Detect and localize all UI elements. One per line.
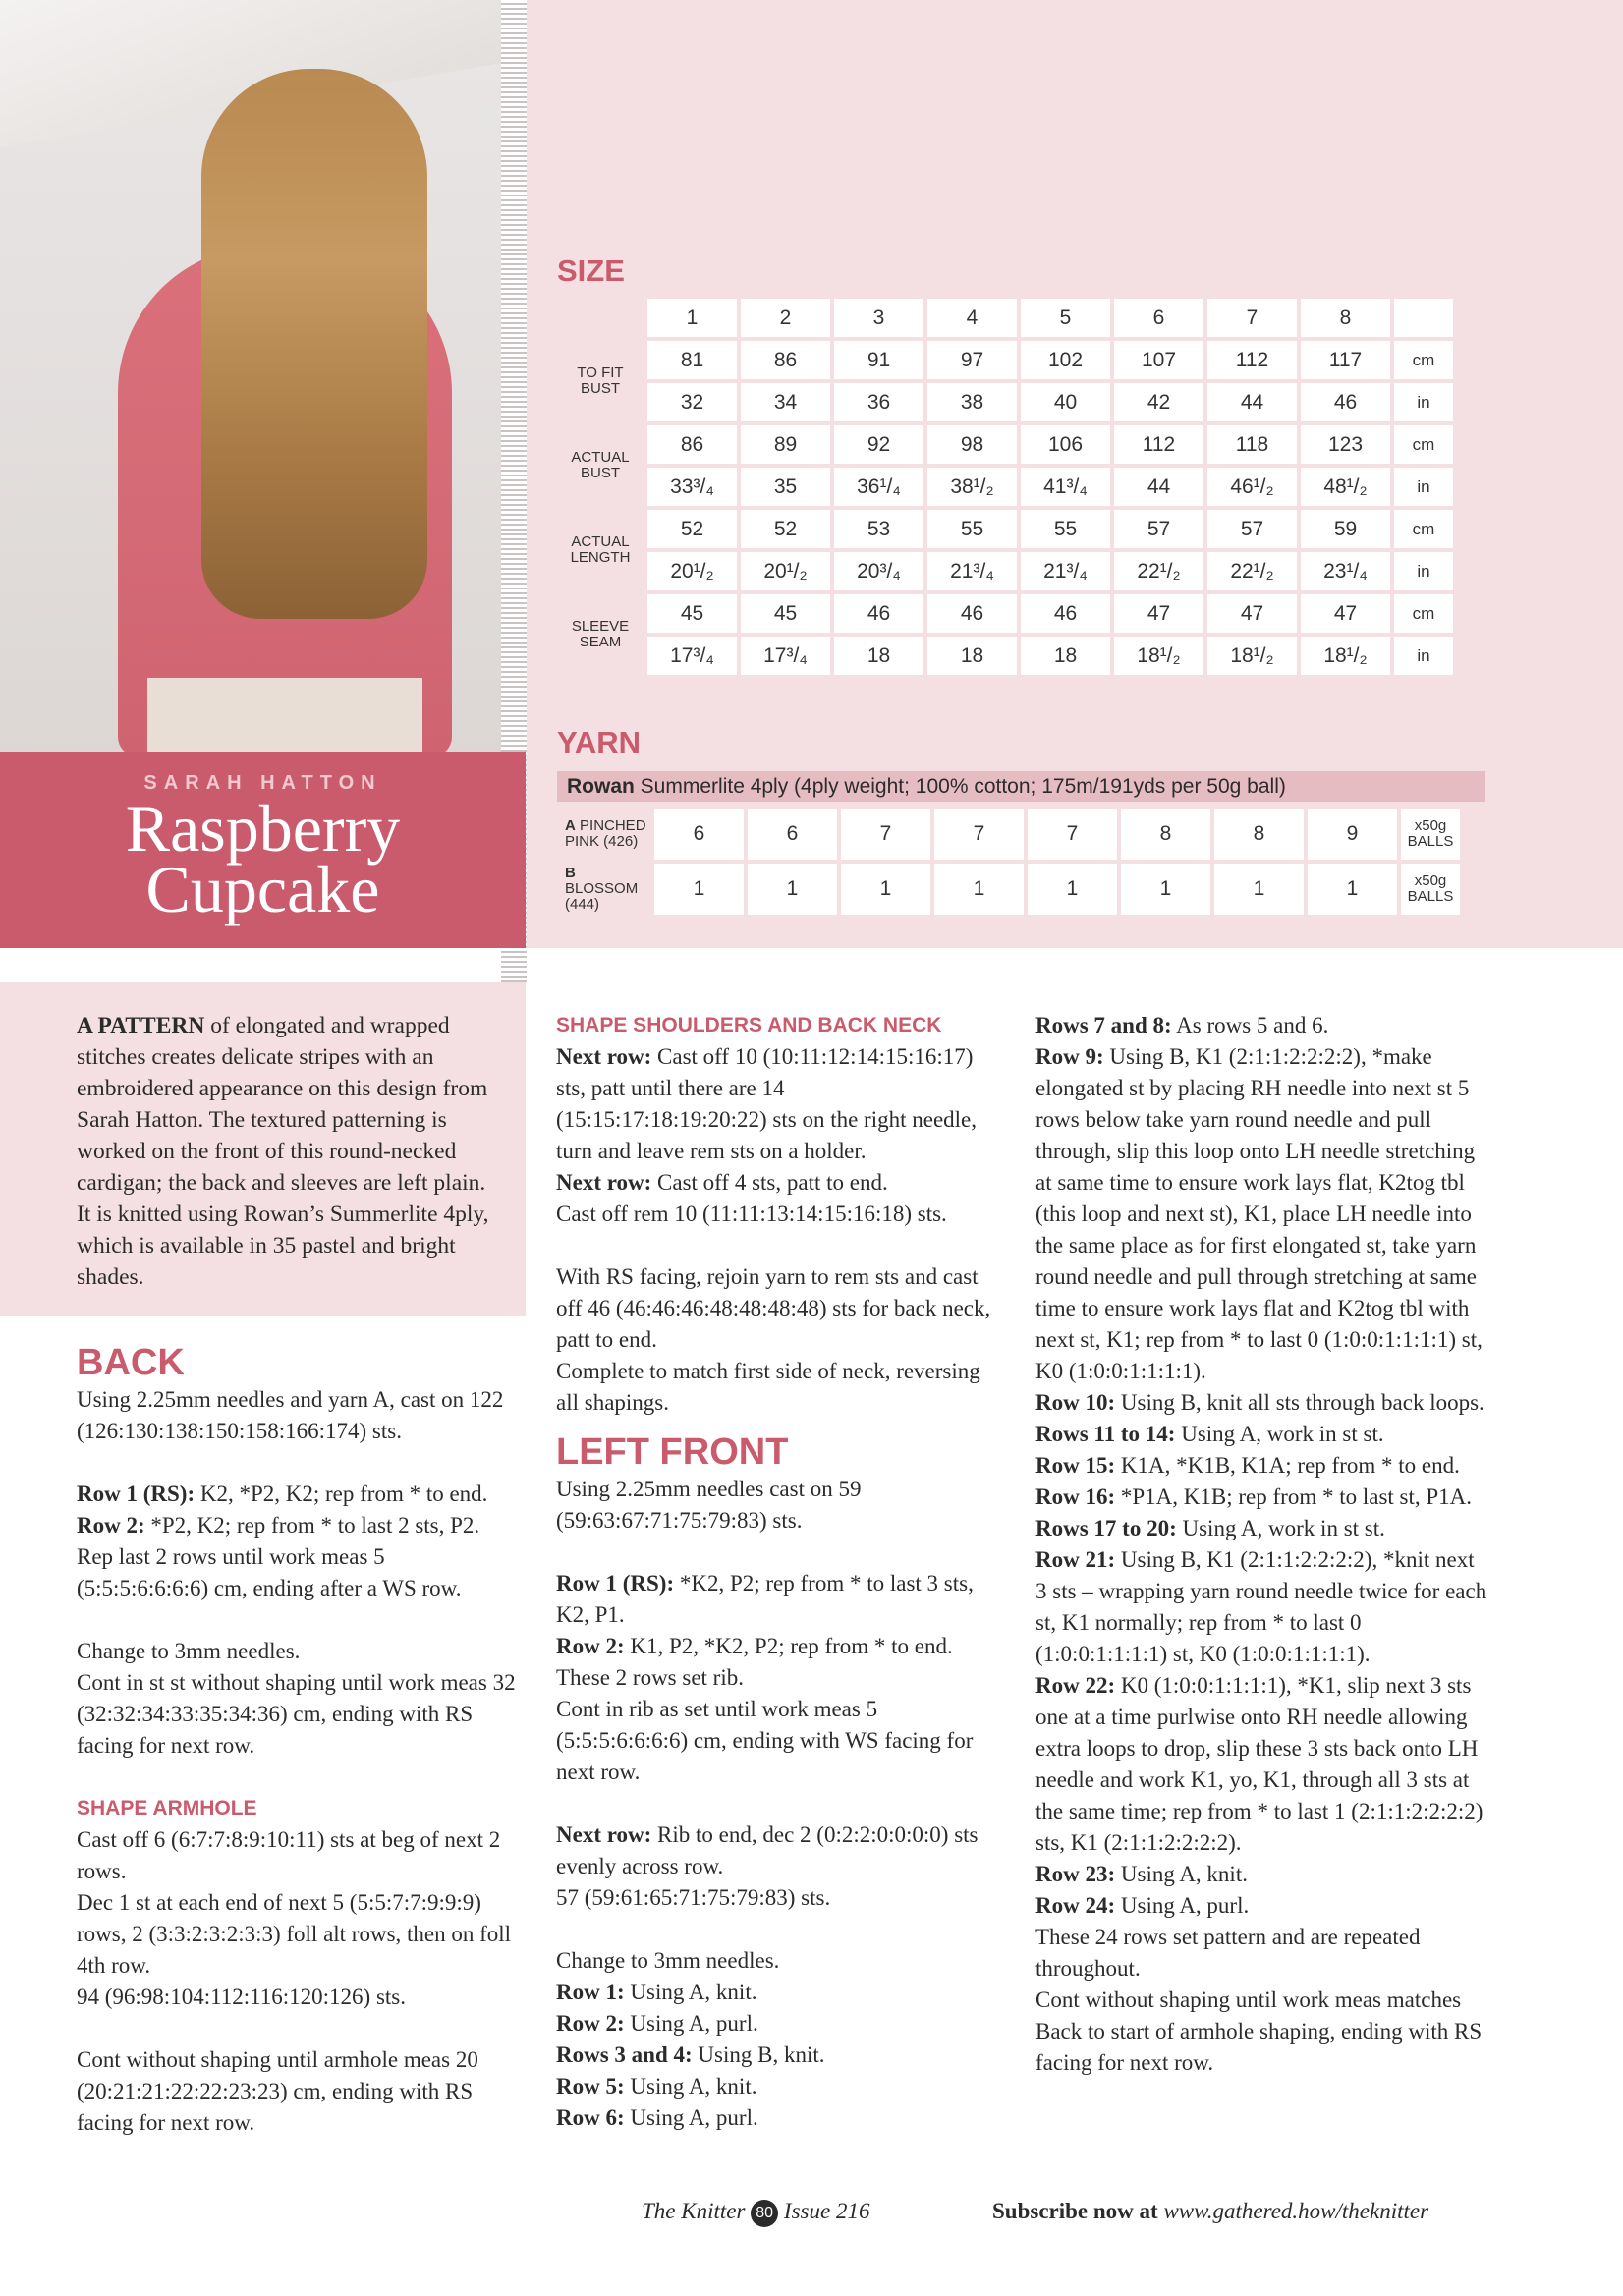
size-cell-in: 18¹/₂ xyxy=(1207,637,1297,675)
size-cell-in: 44 xyxy=(1207,383,1297,421)
back-cont-st-st: Cont in st st without shaping until work meas 32 (32:32:34:33:35:34:36) cm, ending with RS facing for next row. xyxy=(77,1670,516,1758)
size-cell-in: 22¹/₂ xyxy=(1207,552,1297,590)
size-row-label: ACTUAL LENGTH xyxy=(570,533,631,566)
size-cell-cm: 112 xyxy=(1114,425,1203,464)
subscribe-text: Subscribe now at xyxy=(992,2199,1164,2223)
yarn-shade-label: A PINCHED PINK (426) xyxy=(565,817,646,850)
size-cell-in: 44 xyxy=(1114,468,1203,506)
back-row-2: Row 2: *P2, K2; rep from * to last 2 sts, P2. xyxy=(77,1513,480,1538)
size-cell-cm: 57 xyxy=(1114,510,1203,548)
size-cell-cm: 47 xyxy=(1301,594,1390,633)
back-change-needles: Change to 3mm needles. xyxy=(77,1639,301,1663)
intro-lead: A PATTERN xyxy=(77,1013,205,1038)
pattern-row: Row 5: Using A, knit. xyxy=(556,2074,757,2099)
size-cell-cm: 89 xyxy=(741,425,830,464)
size-cell-cm: 46 xyxy=(927,594,1017,633)
size-row-label: SLEEVE SEAM xyxy=(571,618,630,650)
subscribe-url[interactable]: www.gathered.how/theknitter xyxy=(1163,2199,1429,2223)
size-cell-cm: 112 xyxy=(1207,341,1297,379)
size-cell-cm: 45 xyxy=(647,594,737,633)
yarn-desc-text: Summerlite 4ply (4ply weight; 100% cotton; 175m/191yds per 50g ball) xyxy=(634,775,1286,798)
title-line-1: Raspberry xyxy=(125,791,401,866)
unit-in: in xyxy=(1394,637,1453,675)
size-cell-in: 20³/₄ xyxy=(834,552,923,590)
size-cell-in: 17³/₄ xyxy=(741,637,830,675)
size-cell-cm: 46 xyxy=(834,594,923,633)
size-cell-cm: 102 xyxy=(1021,341,1110,379)
size-cell-cm: 92 xyxy=(834,425,923,464)
yarn-balls-cell: 8 xyxy=(1121,809,1210,860)
size-row-label: TO FIT BUST xyxy=(577,364,624,397)
size-cell-cm: 53 xyxy=(834,510,923,548)
size-cell-cm: 55 xyxy=(927,510,1017,548)
size-cell-in: 23¹/₄ xyxy=(1301,552,1390,590)
size-header: 8 xyxy=(1301,299,1390,337)
size-cell-cm: 55 xyxy=(1021,510,1110,548)
back-neck: With RS facing, rejoin yarn to rem sts and cast off 46 (46:46:46:48:48:48:48) sts for back neck, patt to end. xyxy=(556,1264,991,1352)
pattern-row: Row 16: *P1A, K1B; rep from * to last st, P1A. xyxy=(1035,1484,1473,1509)
yarn-balls-cell: 1 xyxy=(654,864,744,915)
pattern-rows-list xyxy=(1035,1010,1487,1922)
pattern-row: Rows 17 to 20: Using A, work in st st. xyxy=(1035,1516,1385,1540)
intro-text xyxy=(77,1010,499,1293)
size-cell-in: 34 xyxy=(741,383,830,421)
left-front-rib-set: These 2 rows set rib. xyxy=(556,1665,744,1690)
armhole-cont: Cont without shaping until armhole meas 20 (20:21:21:22:22:23:23) cm, ending with RS facing for next row. xyxy=(77,2047,478,2135)
unit-cm: cm xyxy=(1394,594,1453,633)
yarn-description xyxy=(557,771,1485,802)
size-cell-cm: 86 xyxy=(647,425,737,464)
size-cell-in: 22¹/₂ xyxy=(1114,552,1203,590)
pattern-cont-note: Cont without shaping until work meas matches Back to start of armhole shaping, ending with RS facing for next row. xyxy=(1035,1988,1483,2075)
size-header: 2 xyxy=(741,299,830,337)
back-rep-rows: Rep last 2 rows until work meas 5 (5:5:5:6:6:6:6) cm, ending after a WS row. xyxy=(77,1544,462,1600)
size-cell-cm: 47 xyxy=(1114,594,1203,633)
size-cell-cm: 118 xyxy=(1207,425,1297,464)
back-heading: BACK xyxy=(77,1342,185,1383)
left-front-heading: LEFT FRONT xyxy=(556,1431,789,1473)
left-front-change-needles: Change to 3mm needles. xyxy=(556,1948,780,1973)
left-front-pattern-rows xyxy=(556,1977,1000,2134)
size-cell-cm: 52 xyxy=(647,510,737,548)
size-cell-cm: 59 xyxy=(1301,510,1390,548)
size-cell-in: 35 xyxy=(741,468,830,506)
size-header: 3 xyxy=(834,299,923,337)
size-cell-in: 38 xyxy=(927,383,1017,421)
left-front-cast-on: Using 2.25mm needles cast on 59 (59:63:67:71:75:79:83) sts. xyxy=(556,1477,862,1533)
yarn-balls-cell: 1 xyxy=(1214,864,1304,915)
pattern-row: Row 21: Using B, K1 (2:1:1:2:2:2:2), *knit next 3 sts – wrapping yarn round needle twice for each st, K1 normally; rep from * to last 0 (1:0:0:1:1:1:1) st, K0 (1:0:0:1:1:1:1). xyxy=(1035,1547,1487,1666)
size-row-label: ACTUAL BUST xyxy=(571,449,630,481)
pattern-row: Rows 11 to 14: Using A, work in st st. xyxy=(1035,1422,1384,1446)
size-cell-in: 17³/₄ xyxy=(647,637,737,675)
cover-photo xyxy=(0,0,526,752)
title-line-2: Cupcake xyxy=(145,852,380,926)
pattern-row: Row 9: Using B, K1 (2:1:1:2:2:2:2), *make elongated st by placing RH needle into next st 5 rows below take yarn round needle and pull through, slip this loop onto LH needle stretching at same time to ensure work lays flat, K2tog tbl (this loop and next st), K1, place LH needle into the same place as for first elongated st, take yarn round needle and pull through stretching at same time to ensure work lays flat and K2tog tbl with next st, K1; rep from * to last 0 (1:0:0:1:1:1:1) st, K0 (1:0:0:1:1:1:1). xyxy=(1035,1044,1483,1383)
footer-subscribe xyxy=(992,2199,1428,2224)
yarn-balls-cell: 1 xyxy=(841,864,930,915)
column-back xyxy=(77,1341,521,2139)
unit-in: in xyxy=(1394,468,1453,506)
size-header: 7 xyxy=(1207,299,1297,337)
pattern-row: Rows 3 and 4: Using B, knit. xyxy=(556,2043,825,2067)
unit-cm: cm xyxy=(1394,510,1453,548)
pattern-row: Row 24: Using A, purl. xyxy=(1035,1893,1250,1918)
size-cell-in: 18 xyxy=(927,637,1017,675)
yarn-table xyxy=(553,805,1464,919)
pattern-row: Rows 7 and 8: As rows 5 and 6. xyxy=(1035,1013,1329,1037)
size-header: 6 xyxy=(1114,299,1203,337)
shoulders-heading: SHAPE SHOULDERS AND BACK NECK xyxy=(556,1014,942,1036)
pattern-row: Row 23: Using A, knit. xyxy=(1035,1862,1248,1886)
pattern-row: Row 15: K1A, *K1B, K1A; rep from * to end. xyxy=(1035,1453,1460,1478)
size-cell-in: 36¹/₄ xyxy=(834,468,923,506)
shoulders-next-row-1: Next row: Cast off 10 (10:11:12:14:15:16:17) sts, patt until there are 14 (15:15:17:18:19:20:22) sts on the right needle, turn and leave rem sts on a holder. xyxy=(556,1044,978,1163)
size-cell-cm: 91 xyxy=(834,341,923,379)
yarn-balls-cell: 1 xyxy=(934,864,1024,915)
size-cell-cm: 81 xyxy=(647,341,737,379)
yarn-shade-label: B BLOSSOM (444) xyxy=(565,865,639,913)
yarn-balls-cell: 6 xyxy=(748,809,837,860)
pattern-repeat-note: These 24 rows set pattern and are repeated throughout. xyxy=(1035,1925,1421,1981)
size-cell-cm: 57 xyxy=(1207,510,1297,548)
pattern-row: Row 22: K0 (1:0:0:1:1:1:1), *K1, slip next 3 sts one at a time purlwise onto RH needle allowing extra loops to drop, slip these 3 sts back onto LH needle and work K1, yo, K1, through all 3 sts at the same time; rep from * to last 1 (2:1:1:2:2:2:2) sts, K1 (2:1:1:2:2:2:2). xyxy=(1035,1673,1483,1855)
size-cell-in: 21³/₄ xyxy=(1021,552,1110,590)
size-cell-in: 46 xyxy=(1301,383,1390,421)
column-shoulders-left-front xyxy=(556,1010,1000,2134)
footer-magazine xyxy=(642,2199,869,2227)
size-heading: SIZE xyxy=(557,253,625,288)
left-front-rib-cont: Cont in rib as set until work meas 5 (5:5:5:6:6:6:6) cm, ending with WS facing for next row. xyxy=(556,1697,974,1784)
yarn-heading: YARN xyxy=(557,725,641,759)
yarn-balls-cell: 1 xyxy=(748,864,837,915)
footer-issue: Issue 216 xyxy=(783,2199,870,2223)
size-cell-in: 18 xyxy=(1021,637,1110,675)
yarn-balls-cell: 8 xyxy=(1214,809,1304,860)
size-cell-cm: 107 xyxy=(1114,341,1203,379)
size-header: 4 xyxy=(927,299,1017,337)
page-number: 80 xyxy=(751,2200,778,2227)
size-cell-in: 18¹/₂ xyxy=(1114,637,1203,675)
size-cell-in: 48¹/₂ xyxy=(1301,468,1390,506)
yarn-balls-cell: 1 xyxy=(1028,864,1117,915)
yarn-balls-cell: 1 xyxy=(1308,864,1397,915)
unit-in: in xyxy=(1394,383,1453,421)
yarn-balls-cell: 6 xyxy=(654,809,744,860)
yarn-brand: Rowan xyxy=(567,775,635,798)
yarn-balls-cell: 7 xyxy=(934,809,1024,860)
designer-name: SARAH HATTON xyxy=(143,772,382,794)
size-cell-in: 20¹/₂ xyxy=(741,552,830,590)
size-cell-cm: 86 xyxy=(741,341,830,379)
back-row-1: Row 1 (RS): K2, *P2, K2; rep from * to end. xyxy=(77,1482,488,1506)
pattern-row: Row 1: Using A, knit. xyxy=(556,1980,757,2004)
size-cell-in: 33³/₄ xyxy=(647,468,737,506)
size-cell-cm: 47 xyxy=(1207,594,1297,633)
yarn-unit: x50g BALLS xyxy=(1401,809,1460,860)
unit-cm: cm xyxy=(1394,425,1453,464)
size-cell-in: 42 xyxy=(1114,383,1203,421)
pattern-row: Row 6: Using A, purl. xyxy=(556,2105,758,2130)
yarn-balls-cell: 7 xyxy=(841,809,930,860)
pattern-title xyxy=(0,791,526,926)
size-cell-cm: 117 xyxy=(1301,341,1390,379)
complete-neck: Complete to match first side of neck, reversing all shapings. xyxy=(556,1359,980,1415)
armhole-sts: 94 (96:98:104:112:116:120:126) sts. xyxy=(77,1985,406,2009)
size-header: 1 xyxy=(647,299,737,337)
size-cell-cm: 106 xyxy=(1021,425,1110,464)
left-front-next-row: Next row: Rib to end, dec 2 (0:2:2:0:0:0:0) sts evenly across row. xyxy=(556,1822,979,1878)
size-cell-in: 46¹/₂ xyxy=(1207,468,1297,506)
footer-mag-name: The Knitter xyxy=(642,2199,746,2223)
size-cell-in: 38¹/₂ xyxy=(927,468,1017,506)
size-cell-cm: 98 xyxy=(927,425,1017,464)
armhole-heading: SHAPE ARMHOLE xyxy=(77,1797,257,1820)
left-front-sts: 57 (59:61:65:71:75:79:83) sts. xyxy=(556,1885,831,1910)
size-cell-in: 18¹/₂ xyxy=(1301,637,1390,675)
size-cell-cm: 46 xyxy=(1021,594,1110,633)
pattern-row: Row 10: Using B, knit all sts through back loops. xyxy=(1035,1390,1484,1415)
unit-cm: cm xyxy=(1394,341,1453,379)
shoulders-next-row-2: Next row: Cast off 4 sts, patt to end. xyxy=(556,1170,888,1195)
size-cell-in: 41³/₄ xyxy=(1021,468,1110,506)
back-cast-on: Using 2.25mm needles and yarn A, cast on 122 (126:130:138:150:158:166:174) sts. xyxy=(77,1387,504,1443)
size-cell-cm: 123 xyxy=(1301,425,1390,464)
yarn-balls-cell: 9 xyxy=(1308,809,1397,860)
column-pattern-rows xyxy=(1035,1010,1487,2079)
size-cell-cm: 52 xyxy=(741,510,830,548)
yarn-unit: x50g BALLS xyxy=(1401,864,1460,915)
size-cell-in: 18 xyxy=(834,637,923,675)
size-cell-in: 40 xyxy=(1021,383,1110,421)
yarn-balls-cell: 7 xyxy=(1028,809,1117,860)
left-front-row-2: Row 2: K1, P2, *K2, P2; rep from * to end. xyxy=(556,1634,953,1658)
size-cell-in: 36 xyxy=(834,383,923,421)
size-cell-cm: 97 xyxy=(927,341,1017,379)
size-table xyxy=(553,295,1457,679)
size-cell-cm: 45 xyxy=(741,594,830,633)
left-front-row-1: Row 1 (RS): *K2, P2; rep from * to last 3 sts, K2, P1. xyxy=(556,1571,974,1627)
shoulders-cast-off: Cast off rem 10 (11:11:13:14:15:16:18) sts. xyxy=(556,1202,947,1226)
pattern-row: Row 2: Using A, purl. xyxy=(556,2011,758,2036)
unit-in: in xyxy=(1394,552,1453,590)
size-cell-in: 21³/₄ xyxy=(927,552,1017,590)
size-cell-in: 20¹/₂ xyxy=(647,552,737,590)
yarn-balls-cell: 1 xyxy=(1121,864,1210,915)
size-cell-in: 32 xyxy=(647,383,737,421)
armhole-cast-off: Cast off 6 (6:7:7:8:9:10:11) sts at beg of next 2 rows. xyxy=(77,1827,501,1883)
size-header: 5 xyxy=(1021,299,1110,337)
intro-body: of elongated and wrapped stitches creates delicate stripes with an embroidered appearance on this design from Sarah Hatton. The textured patterning is worked on the front of this round-necked cardigan; the back and sleeves are left plain. It is knitted using Rowan’s Summerlite 4ply, which is available in 35 pastel and bright shades. xyxy=(77,1013,489,1290)
armhole-dec: Dec 1 st at each end of next 5 (5:5:7:7:9:9:9) rows, 2 (3:3:2:3:2:3:3) foll alt rows, then on foll 4th row. xyxy=(77,1890,512,1978)
